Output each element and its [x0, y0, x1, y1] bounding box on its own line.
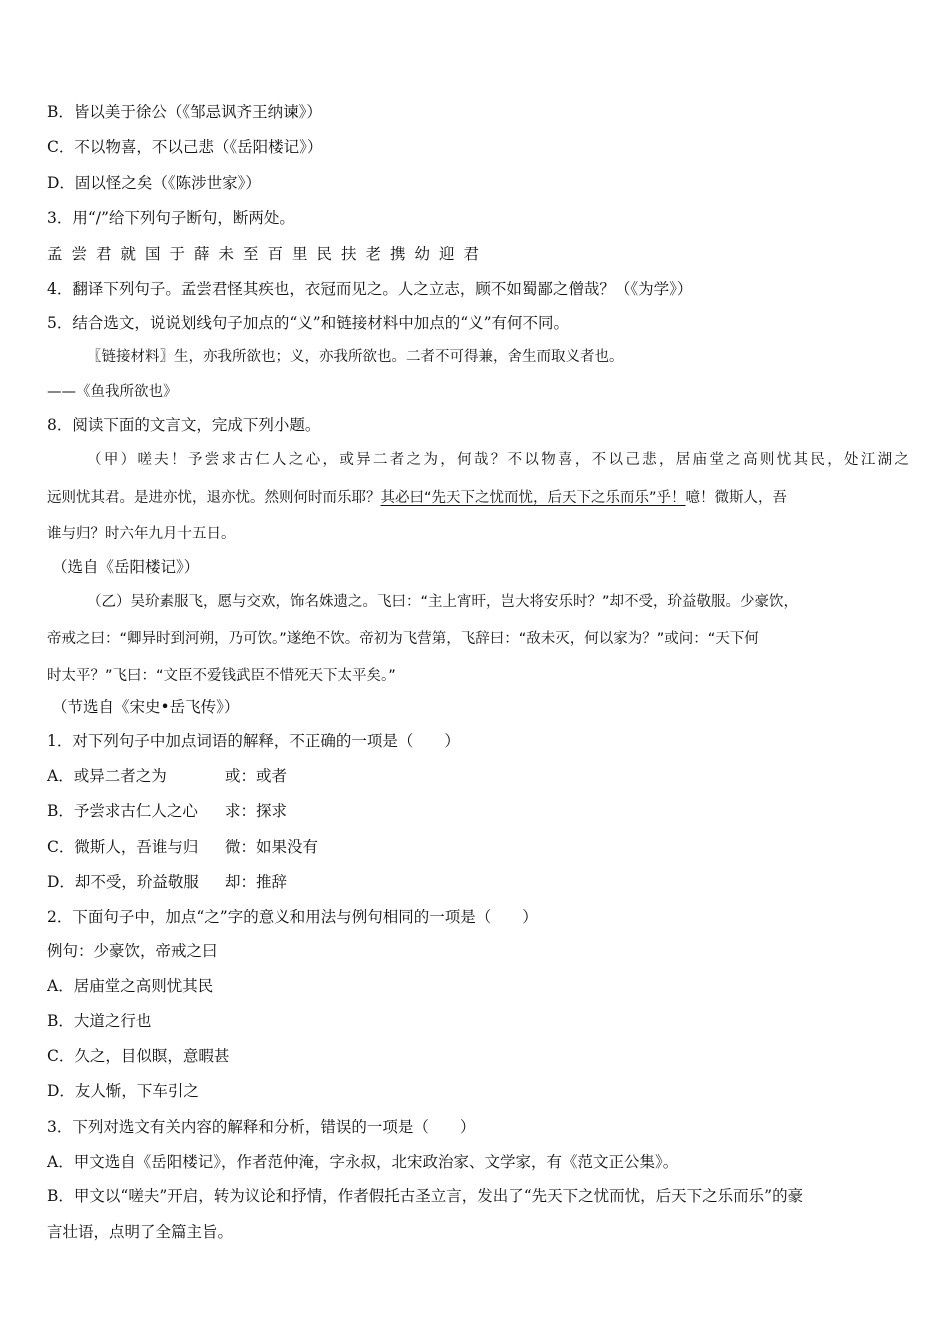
passage-yi-line-1: （乙）吴玠素服飞，愿与交欢，饰名姝遗之。飞曰：“主上宵旰，岂大将安乐时？”却不受，玠益敬服。少豪饮， — [87, 594, 799, 610]
option-b-line: B．皆以美于徐公（《邹忌讽齐王纳谏》） — [47, 103, 322, 121]
option-d-line: D．固以怪之矣（《陈涉世家》） — [47, 174, 261, 192]
subquestion-2: 2．下面句子中，加点“之”字的意义和用法与例句相同的一项是（ ） — [47, 908, 538, 926]
subq3-option-b-cont: 言壮语，点明了全篇主旨。 — [47, 1223, 234, 1241]
passage-jia-line-3: 谁与归？时六年九月十五日。 — [47, 526, 236, 542]
subq2-option-c: C．久之，目似瞑，意暇甚 — [47, 1047, 230, 1065]
subq1-option-a: A．或异二者之为 或：或者 — [47, 767, 288, 785]
passage-jia-source: （选自《岳阳楼记》） — [52, 558, 200, 576]
subq2-example: 例句：少豪饮，帝戒之曰 — [47, 942, 218, 960]
subquestion-3: 3．下列对选文有关内容的解释和分析，错误的一项是（ ） — [47, 1118, 476, 1136]
passage-jia-text: 远则忧其君。是进亦忧，退亦忧。然则何时而乐耶？ — [47, 490, 381, 506]
subq1-option-b: B．予尝求古仁人之心 求：探求 — [47, 802, 288, 820]
question-3-punctuation: 3．用“/”给下列句子断句，断两处。 — [47, 209, 295, 227]
subq3-option-a: A．甲文选自《岳阳楼记》，作者范仲淹，字永叔，北宋政治家、文学家，有《范文正公集》。 — [47, 1153, 679, 1171]
option-c-line: C．不以物喜，不以己悲（《岳阳楼记》） — [47, 138, 323, 156]
subq2-option-a: A．居庙堂之高则忧其民 — [47, 977, 214, 995]
passage-yi-source: （节选自《宋史•岳飞传》） — [52, 698, 240, 716]
linked-material: 〖链接材料〗生，亦我所欲也；义，亦我所欲也。二者不可得兼，舍生而取义者也。 — [87, 349, 624, 365]
question-5-compare: 5．结合选文，说说划线句子加点的“义”和链接材料中加点的“义”有何不同。 — [47, 314, 570, 332]
question-8-heading: 8．阅读下面的文言文，完成下列小题。 — [47, 416, 321, 434]
subq3-option-b: B．甲文以“嗟夫”开启，转为议论和抒情，作者假托古圣立言，发出了“先天下之忧而忧，后天下之乐而乐”的豪 — [47, 1187, 804, 1205]
subq1-option-d: D．却不受，玠益敬服 却：推辞 — [47, 873, 288, 891]
question-4-translate: 4．翻译下列句子。孟尝君怪其疾也，衣冠而见之。人之立志，顾不如蜀鄙之僧哉？（《为学》） — [47, 280, 693, 298]
passage-jia-line-1: （甲）嗟夫！予尝求古仁人之心，或异二者之为，何哉？不以物喜，不以己悲，居庙堂之高则忧其民，处江湖之 — [87, 452, 909, 468]
sentence-to-punctuate: 孟尝君就国于薛未至百里民扶老携幼迎君 — [47, 245, 489, 263]
linked-material-source: ——《鱼我所欲也》 — [47, 384, 178, 400]
underlined-sentence: 其必曰“先天下之忧而忧，后天下之乐而乐”乎！ — [380, 490, 686, 506]
passage-jia-line-2 — [47, 488, 909, 508]
passage-yi-line-2: 帝戒之曰：“卿异时到河朔，乃可饮。”遂绝不饮。帝初为飞营第，飞辞曰：“敌未灭，何以家为？”或问：“天下何 — [47, 631, 759, 647]
passage-jia-text-end: 噫！微斯人，吾 — [685, 490, 788, 506]
subq2-option-b: B．大道之行也 — [47, 1012, 152, 1030]
subq2-option-d: D．友人惭，下车引之 — [47, 1082, 199, 1100]
subq1-option-c: C．微斯人，吾谁与归 微：如果没有 — [47, 838, 319, 856]
passage-yi-line-3: 时太平？”飞曰：“文臣不爱钱武臣不惜死天下太平矣。” — [47, 668, 396, 684]
subquestion-1: 1．对下列句子中加点词语的解释，不正确的一项是（ ） — [47, 732, 460, 750]
